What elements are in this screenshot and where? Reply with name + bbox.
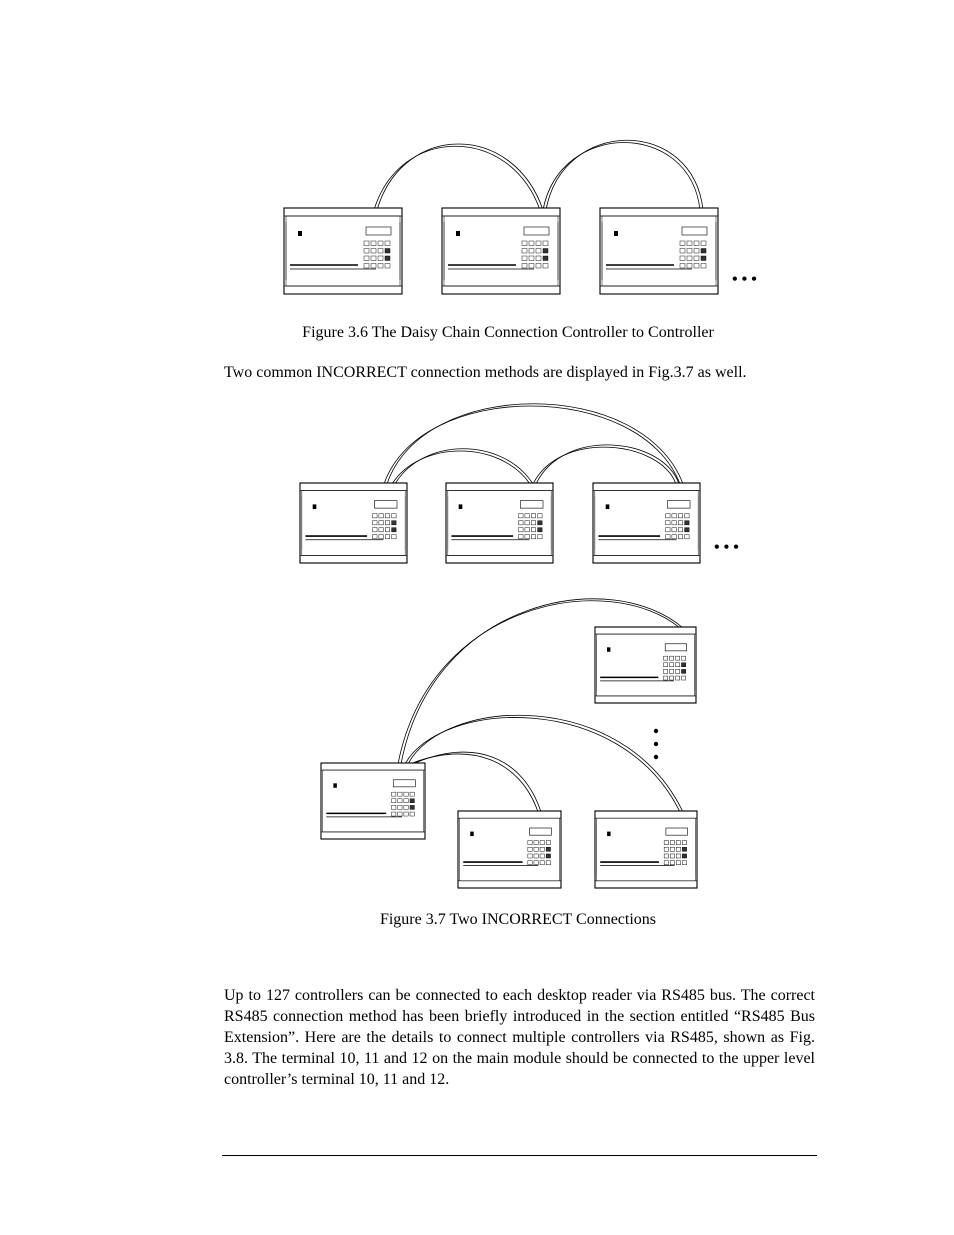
fig37-bottom-central-controller bbox=[321, 763, 425, 839]
fig37-bottom-cable-to-lower-right bbox=[405, 715, 683, 812]
fig37-top-controller-2 bbox=[446, 483, 553, 563]
fig37-bottom-controller-middle bbox=[458, 811, 561, 888]
fig37-vertical-continuation-dots bbox=[654, 729, 658, 759]
figure-3-6-caption: Figure 3.6 The Daisy Chain Connection Controller to Controller bbox=[302, 324, 714, 341]
fig37-top-cable-1-to-3 bbox=[384, 404, 683, 484]
fig37-cables bbox=[384, 404, 683, 812]
figure-3-7-caption: Figure 3.7 Two INCORRECT Connections bbox=[379, 911, 657, 928]
fig37-bottom-controller-upper-right bbox=[595, 627, 696, 703]
fig37-top-cable-2-to-3 bbox=[533, 445, 679, 484]
body-paragraph: Up to 127 controllers can be connected to each desktop reader via RS485 bus. The correct RS485 connection method has been briefly introduced in the section entitled “RS485 Bus Extension”. Here are the details to connect multiple controllers via RS485, shown as Fig. 3.8. The terminal 10, 11 and 12 on the main module should be connected to the upper level controller’s terminal 10, 11 and 12. bbox=[224, 987, 815, 1088]
intro-text: Two common INCORRECT connection methods are displayed in Fig.3.7 as well. bbox=[224, 364, 747, 381]
fig36-continuation-dots: • • • bbox=[732, 271, 757, 288]
fig37-bottom-controller-right bbox=[595, 811, 697, 888]
footer-rule bbox=[222, 1155, 817, 1156]
fig37-top-cable-1-to-2 bbox=[392, 449, 533, 484]
fig37-bottom-cable-to-lower-middle bbox=[410, 752, 541, 812]
fig37-controllers bbox=[300, 483, 700, 888]
fig37-top-controller-3 bbox=[593, 483, 700, 563]
fig37-top-controller-1 bbox=[300, 483, 407, 563]
fig37-top-continuation-dots: • • • bbox=[714, 539, 739, 556]
